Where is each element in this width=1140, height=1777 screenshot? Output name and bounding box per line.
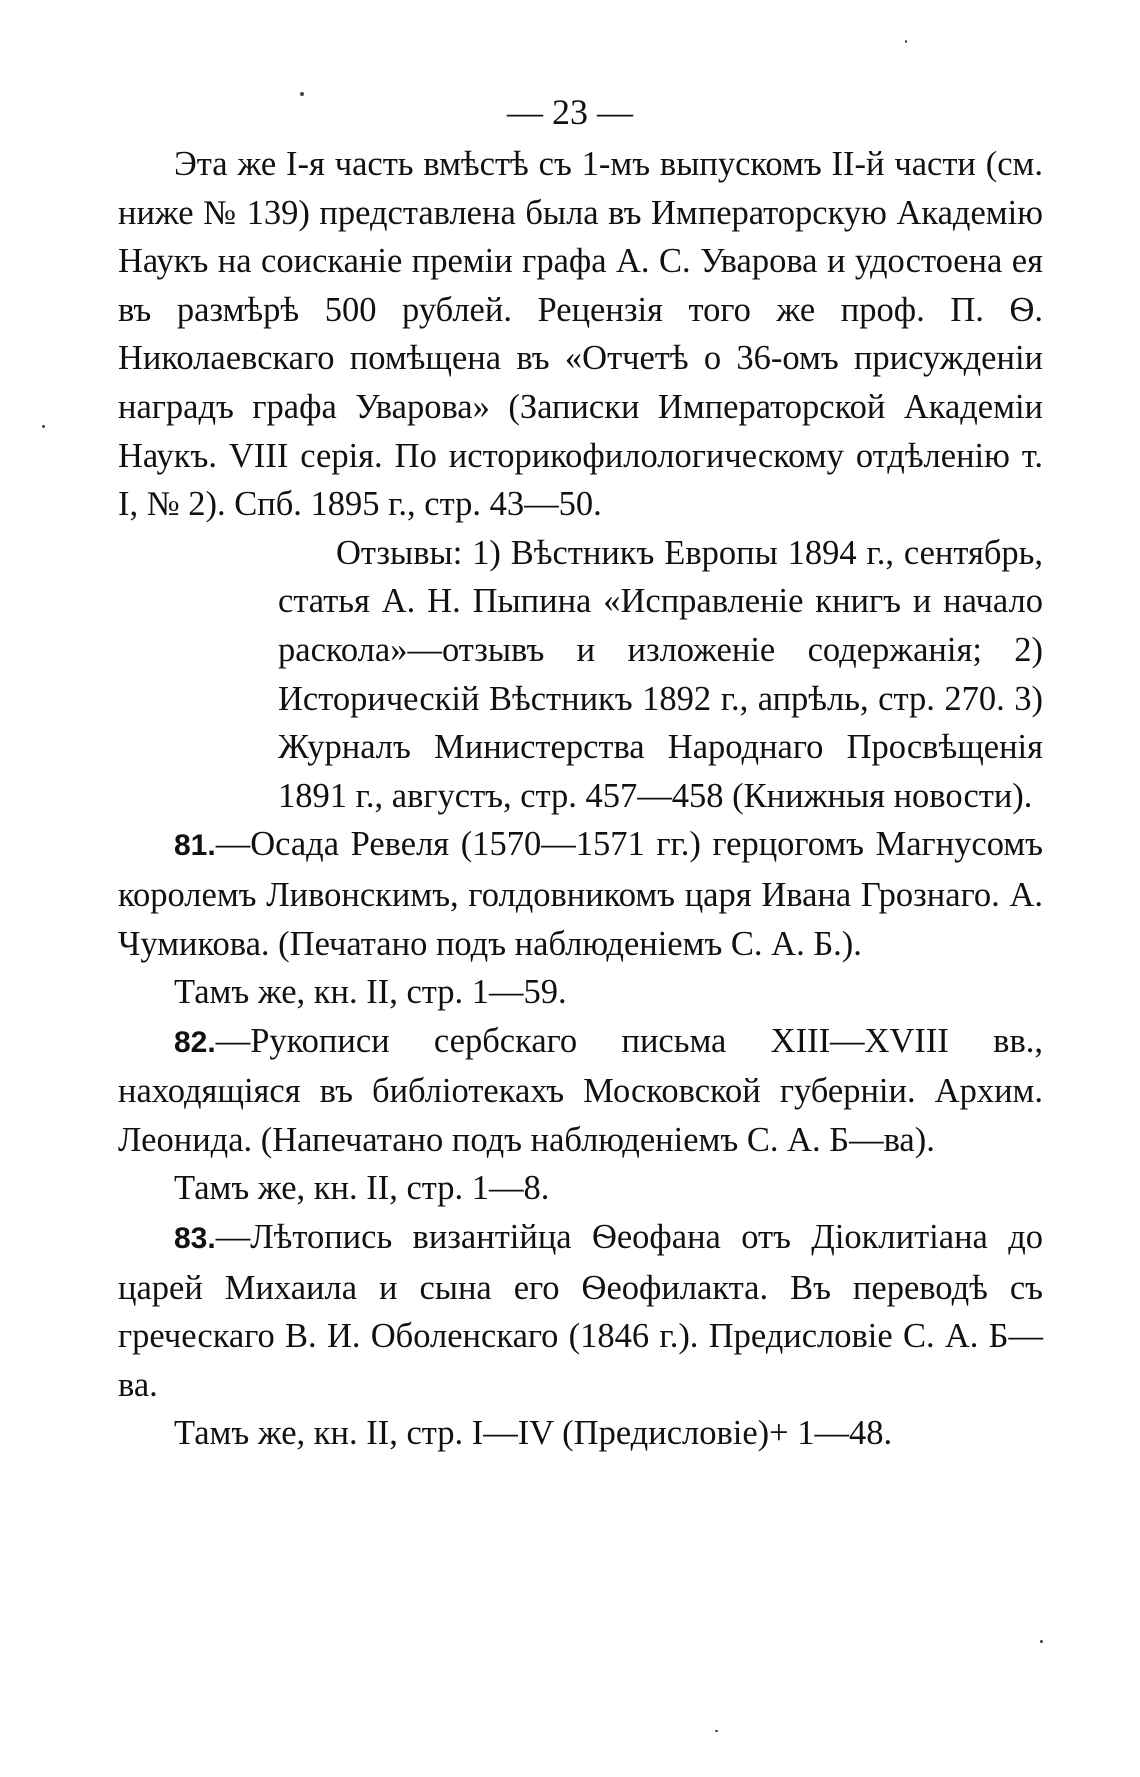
intro-paragraph: Эта же I-я часть вмѣстѣ съ 1-мъ выпускомъ II-й части (см. ниже № 139) представлена была въ Императорскую Академію Наукъ на соисканіе преміи графа А. С. Уварова и удостоена ея въ размѣрѣ 500 рублей. Рецензія того же проф. П. Ѳ. Николаевскаго помѣщена въ «Отчетѣ о 36-омъ присужденіи наградъ графа Уварова» (Записки Императорской Академіи Наукъ. VIII серія. По историкофилологическому отдѣленію т. I, № 2). Спб. 1895 г., стр. 43—50. (118, 145, 1043, 524)
scan-speck (300, 92, 304, 96)
scan-speck (905, 40, 907, 43)
scan-speck (1040, 1640, 1043, 1643)
entry-text: —Рукописи сербскаго письма XIII—XVIII вв., находящіяся въ библіотекахъ Московской губерніи. Архим. Леонида. (Напечатано подъ наблюденіемъ С. А. Б—ва). (118, 1021, 1043, 1159)
entry-number: 81. (174, 829, 216, 863)
entry-83-source: Тамъ же, кн. II, стр. I—IV (Предисловіе)+ 1—48. (174, 1414, 893, 1453)
entry-number: 82. (174, 1025, 216, 1059)
entry-83 (118, 1213, 1043, 1409)
page-body (118, 140, 1043, 1458)
entry-text: —Лѣтопись византійца Ѳеофана отъ Діоклитіана до царей Михаила и сына его Ѳеофилакта. Въ переводѣ съ греческаго В. И. Оболенскаго (1846 г.). Предисловіе С. А. Б—ва. (118, 1218, 1043, 1404)
scan-speck (42, 425, 45, 428)
entry-text: —Осада Ревеля (1570—1571 гг.) герцогомъ Магнусомъ королемъ Ливонскимъ, голдовникомъ царя Ивана Грознаго. А. Чумикова. (Печатано подъ наблюденіемъ С. А. Б.). (118, 825, 1043, 963)
entry-81-source: Тамъ же, кн. II, стр. 1—59. (174, 973, 567, 1012)
entry-number: 83. (174, 1222, 216, 1256)
page-number: — 23 — (507, 92, 633, 132)
scan-speck (715, 1730, 718, 1732)
entry-81 (118, 820, 1043, 968)
entry-82-source: Тамъ же, кн. II, стр. 1—8. (174, 1169, 550, 1208)
reviews-paragraph: Отзывы: 1) Вѣстникъ Европы 1894 г., сентябрь, статья А. Н. Пыпина «Исправленіе книгъ и начало раскола»—отзывъ и изложеніе содержанія; 2) Историческій Вѣстникъ 1892 г., апрѣль, стр. 270. 3) Журналъ Министерства Народнаго Просвѣщенія 1891 г., августъ, стр. 457—458 (Книжныя новости). (278, 533, 1043, 815)
entry-82 (118, 1017, 1043, 1165)
